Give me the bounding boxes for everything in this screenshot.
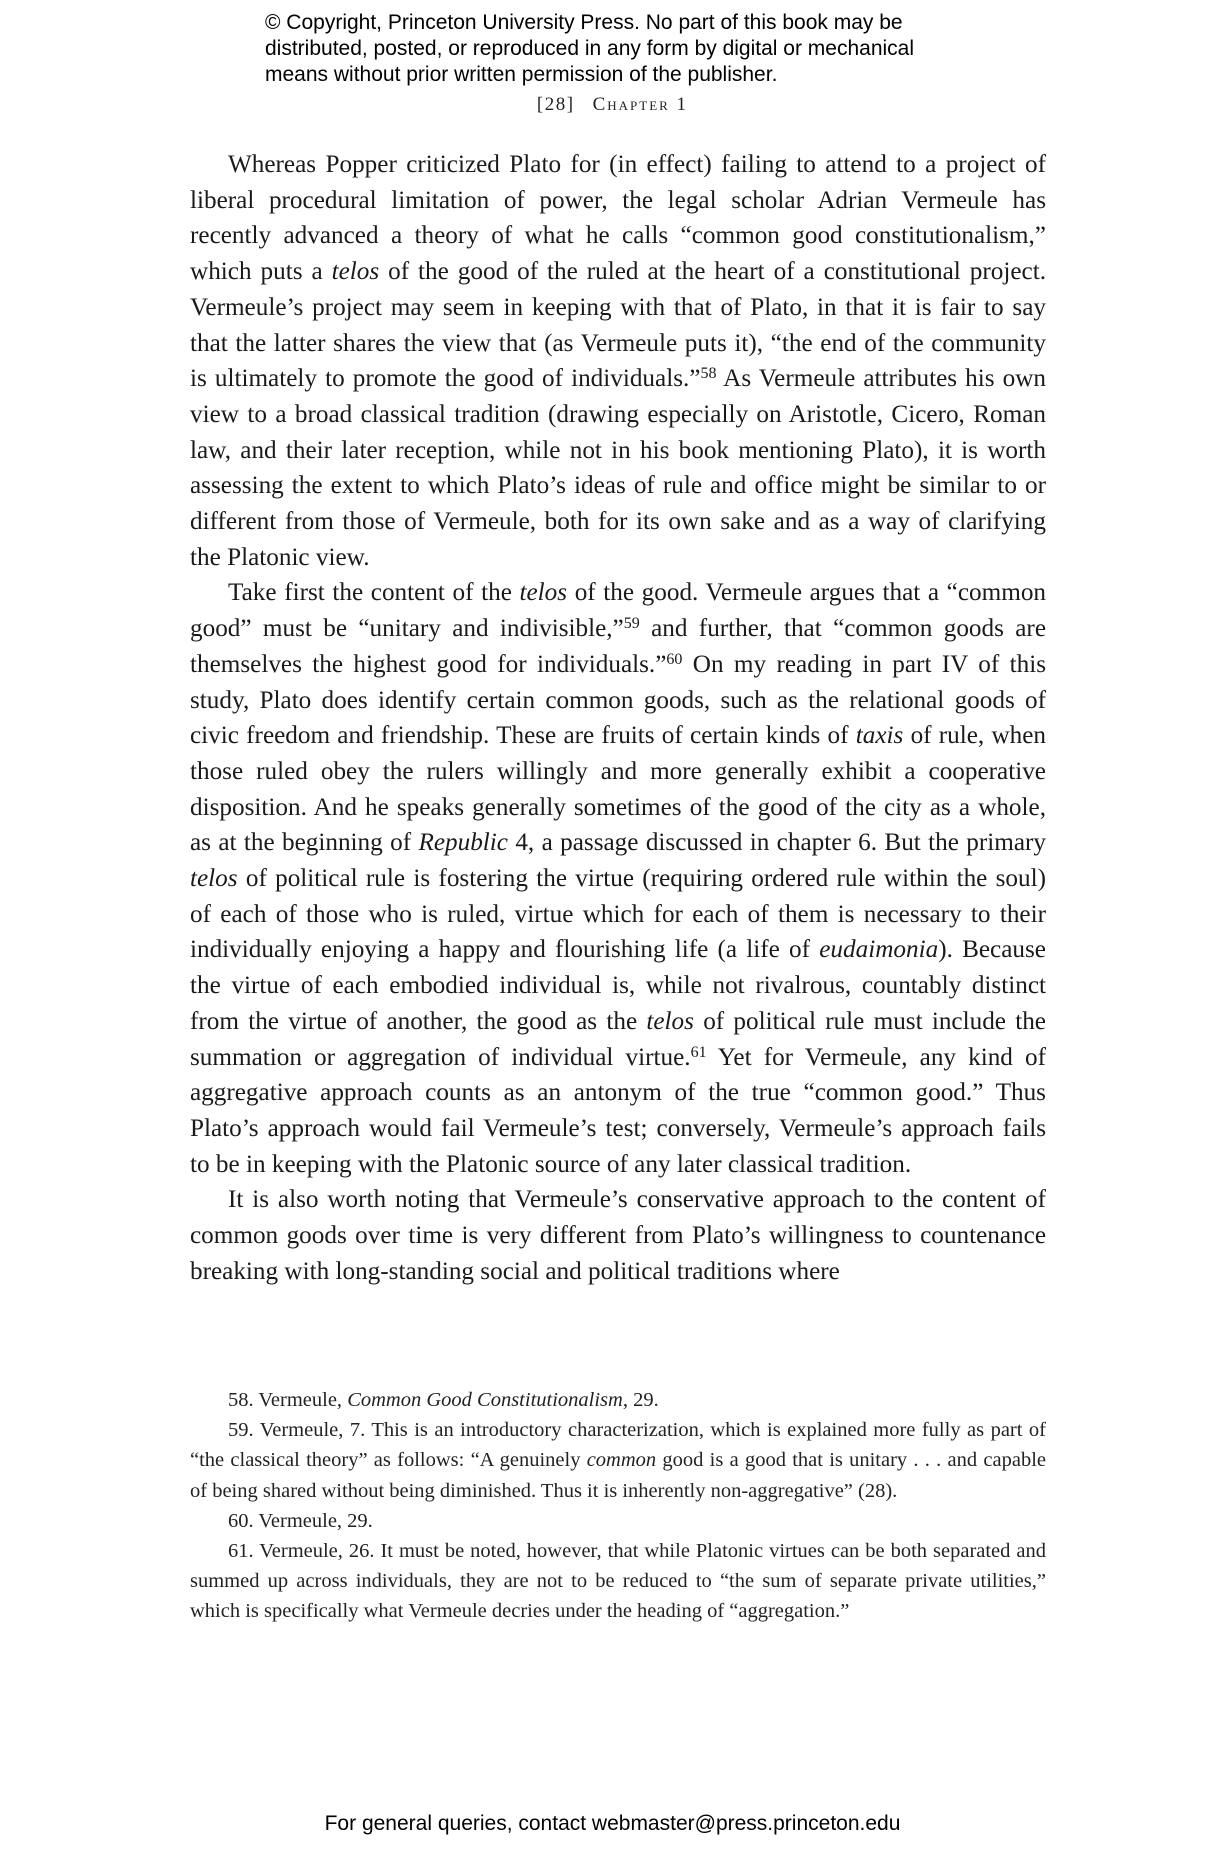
- text-span: and further, that “common goods are themselves the highest good for individuals.”: [190, 615, 1047, 678]
- footnote-ref-58[interactable]: 58: [700, 365, 717, 383]
- chapter-label: Chapter 1: [592, 94, 689, 115]
- text-span: of the good of the ruled at the heart of a constitutional project. Vermeule’s project may seem in keeping with that of Plato, in that it is fair to say that the latter shares the view that (as Vermeule puts it), “the end of the community is ultimately to promote the good of individuals.”: [190, 258, 1046, 393]
- text-span: Take first the content of the: [228, 579, 520, 607]
- footnote-61: [190, 1536, 1046, 1627]
- paragraph-1: [190, 147, 1046, 575]
- text-span: good is a good that is unitary . . . and capable of being shared without being diminished. Thus it is inherently non-aggregative” (28).: [190, 1449, 1046, 1502]
- italic-term: telos: [190, 865, 238, 893]
- text-span: 58. Vermeule,: [228, 1389, 348, 1411]
- text-span: of the good. Vermeule argues that a “common good” must be “unitary and indivisible,”: [190, 579, 1047, 643]
- main-text: [190, 147, 1046, 1290]
- footnotes: [190, 1385, 1046, 1627]
- text-span: On my reading in part IV of this study, Plato does identify certain common goods, such as the relational goods of civic freedom and friendship. These are fruits of certain kinds of: [190, 650, 1047, 750]
- running-head: [0, 94, 1225, 116]
- text-span: Yet for Vermeule, any kind of aggregative approach counts as an antonym of the true “common good.” Thus Plato’s approach would fail Vermeule’s test; conversely, Vermeule’s approach fails to be in keeping with the Platonic source of any later classical tradition.: [190, 1043, 1046, 1178]
- footnote-58: [190, 1385, 1046, 1415]
- text-span: of political rule must include the summation or aggregation of individual virtue.: [190, 1007, 1046, 1071]
- footnote-ref-60[interactable]: 60: [666, 650, 683, 668]
- italic-term: telos: [519, 579, 568, 607]
- text-span: Whereas Popper criticized Plato for (in effect) failing to attend to a project of liberal procedural limitation of power, the legal scholar Adrian Vermeule has recently advanced a theory of what he calls “common good constitutionalism,” which puts a: [190, 151, 1046, 286]
- footnote-ref-59[interactable]: 59: [623, 615, 640, 633]
- text-span: As Vermeule attributes his own view to a broad classical tradition (drawing especially on Aristotle, Cicero, Roman law, and their later reception, while not in his book mentioning Plato), it is worth assessing the extent to which Plato’s ideas of rule and office might be similar to or different from those of Vermeule, both for its own sake and as a way of clarifying the Platonic view.: [190, 365, 1046, 571]
- text-span: of rule, when those ruled obey the rulers willingly and more generally exhibit a cooperative disposition. And he speaks generally sometimes of the good of the city as a whole, as at the beginning of: [190, 722, 1047, 857]
- footer-contact: For general queries, contact webmaster@press.princeton.edu: [324, 1812, 901, 1835]
- text-span: 61. Vermeule, 26. It must be noted, however, that while Platonic virtues can be both separated and summed up across individuals, they are not to be reduced to “the sum of separate private utilities,” which is specifically what Vermeule decries under the heading of “aggregation.”: [190, 1540, 1046, 1623]
- page-number: [28]: [536, 94, 575, 115]
- text-span: 60. Vermeule, 29.: [228, 1509, 373, 1532]
- italic-term: telos: [331, 258, 380, 286]
- paragraph-3: [190, 1182, 1046, 1289]
- copyright-notice: © Copyright, Princeton University Press. No part of this book may be distributed, posted, or reproduced in any form by digital or mechanical means without prior written permission of the publisher.: [265, 11, 915, 86]
- italic-term: taxis: [855, 722, 904, 750]
- footnote-60: [190, 1506, 1046, 1536]
- paragraph-2: [190, 575, 1046, 1182]
- footnote-ref-61[interactable]: 61: [690, 1043, 707, 1061]
- italic-term: common: [586, 1449, 657, 1472]
- italic-title: Common Good Constitutionalism: [347, 1389, 623, 1411]
- text-span: 59. Vermeule, 7. This is an introductory characterization, which is explained more fully as part of “the classical theory” as follows: “A genuinely: [190, 1419, 1046, 1472]
- footnote-59: [190, 1415, 1046, 1506]
- text-span: ). Because the virtue of each embodied individual is, while not rivalrous, countably distinct from the virtue of another, the good as the: [190, 936, 1046, 1035]
- text-span: , 29.: [622, 1389, 659, 1411]
- text-span: 4, a passage discussed in chapter 6. But the primary: [507, 829, 1046, 857]
- text-span: It is also worth noting that Vermeule’s conservative approach to the content of common goods over time is very different from Plato’s willingness to countenance breaking with long-standing social and political traditions where: [190, 1186, 1046, 1285]
- italic-term: telos: [646, 1007, 694, 1035]
- italic-term: Republic: [418, 829, 508, 857]
- text-span: of political rule is fostering the virtue (requiring ordered rule within the soul) of each of those who is ruled, virtue which for each of them is necessary to their individually enjoying a happy and flourishing life (a life of: [190, 865, 1046, 964]
- italic-term: eudaimonia: [819, 936, 939, 964]
